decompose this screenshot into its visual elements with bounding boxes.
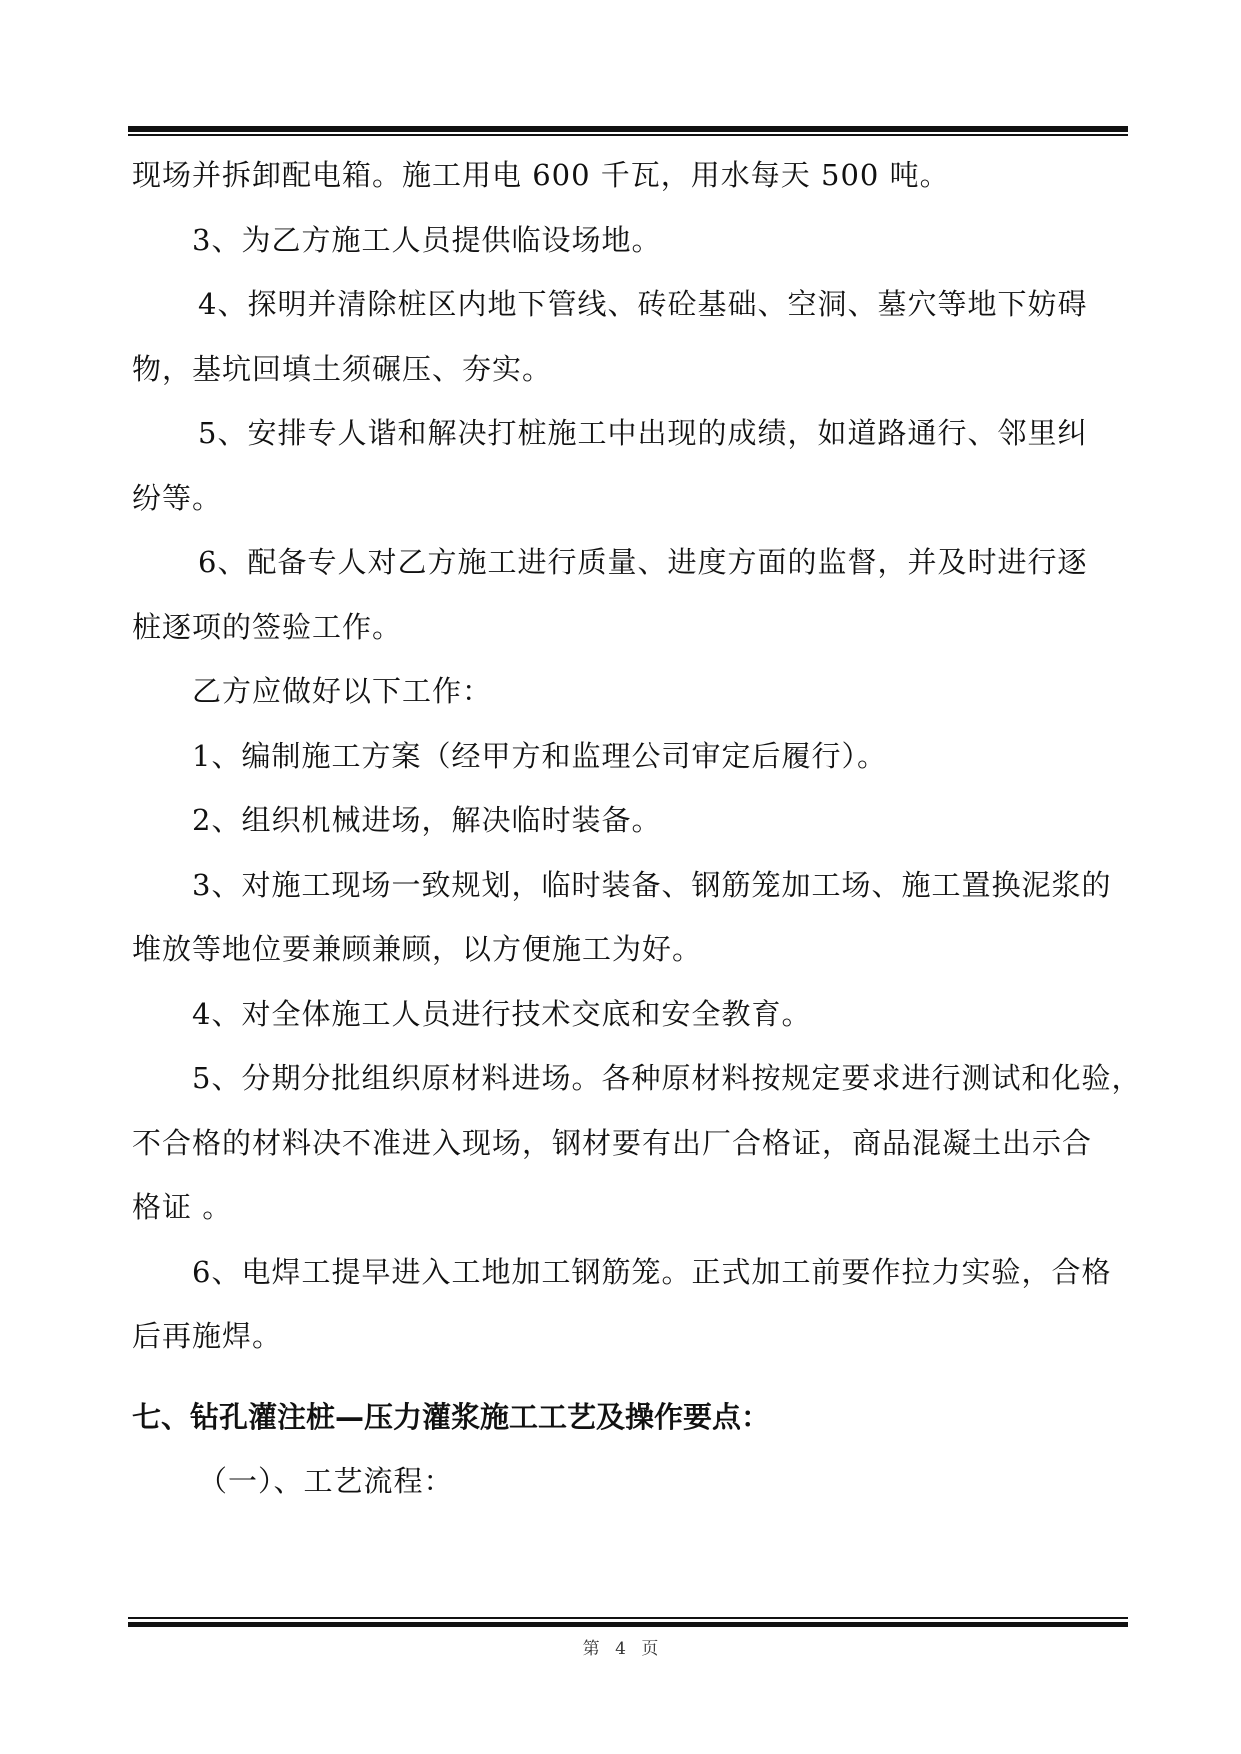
paragraph-line: 乙方应做好以下工作： [192, 674, 493, 708]
paragraph-line: 5、安排专人谐和解决打桩施工中出现的成绩，如道路通行、邻里纠 [198, 416, 1088, 450]
footer-rule-thin [128, 1617, 1128, 1619]
header-rule-thin [128, 134, 1128, 136]
paragraph-line: 1、编制施工方案（经甲方和监理公司审定后履行）。 [192, 738, 887, 773]
subheading: （一）、工艺流程： [198, 1464, 454, 1498]
paragraph-line: 4、对全体施工人员进行技术交底和安全教育。 [192, 996, 812, 1031]
paragraph-line: 不合格的材料决不准进入现场，钢材要有出厂合格证，商品混凝土出示合 [132, 1125, 1093, 1160]
paragraph-line: 格证 。 [132, 1190, 233, 1224]
section-heading: 七、钻孔灌注桩—压力灌浆施工工艺及操作要点： [132, 1399, 771, 1434]
footer-label-before: 第 [582, 1639, 600, 1659]
paragraph-line: 后再施焊。 [132, 1319, 283, 1353]
footer-rule-thick [128, 1622, 1128, 1627]
paragraph-line: 物，基坑回填土须碾压、夯实。 [132, 351, 553, 386]
paragraph-line: 堆放等地位要兼顾兼顾，以方便施工为好。 [132, 932, 703, 966]
paragraph-line: 6、电焊工提早进入工地加工钢筋笼。正式加工前要作拉力实验，合格 [192, 1254, 1112, 1289]
paragraph-line: 3、为乙方施工人员提供临设场地。 [192, 222, 662, 257]
paragraph-line: 桩逐项的签验工作。 [132, 609, 403, 644]
paragraph-line: 4、探明并清除桩区内地下管线、砖砼基础、空洞、墓穴等地下妨碍 [198, 287, 1088, 321]
paragraph-line: 5、分期分批组织原材料进场。各种原材料按规定要求进行测试和化验， [192, 1061, 1142, 1095]
paragraph-line: 3、对施工现场一致规划，临时装备、钢筋笼加工场、施工置换泥浆的 [192, 867, 1112, 902]
header-rule-thick [128, 126, 1128, 132]
paragraph-line: 6、配备专人对乙方施工进行质量、进度方面的监督，并及时进行逐 [198, 545, 1088, 579]
paragraph-line: 2、组织机械进场，解决临时装备。 [192, 803, 662, 837]
page-footer [0, 1634, 1241, 1659]
paragraph-line: 纷等。 [132, 480, 223, 515]
document-body [132, 143, 1142, 1514]
footer-label-after: 页 [641, 1639, 659, 1659]
page-number: 4 [615, 1639, 626, 1659]
paragraph-line: 现场并拆卸配电箱。施工用电 600 千瓦，用水每天 500 吨。 [132, 158, 950, 192]
